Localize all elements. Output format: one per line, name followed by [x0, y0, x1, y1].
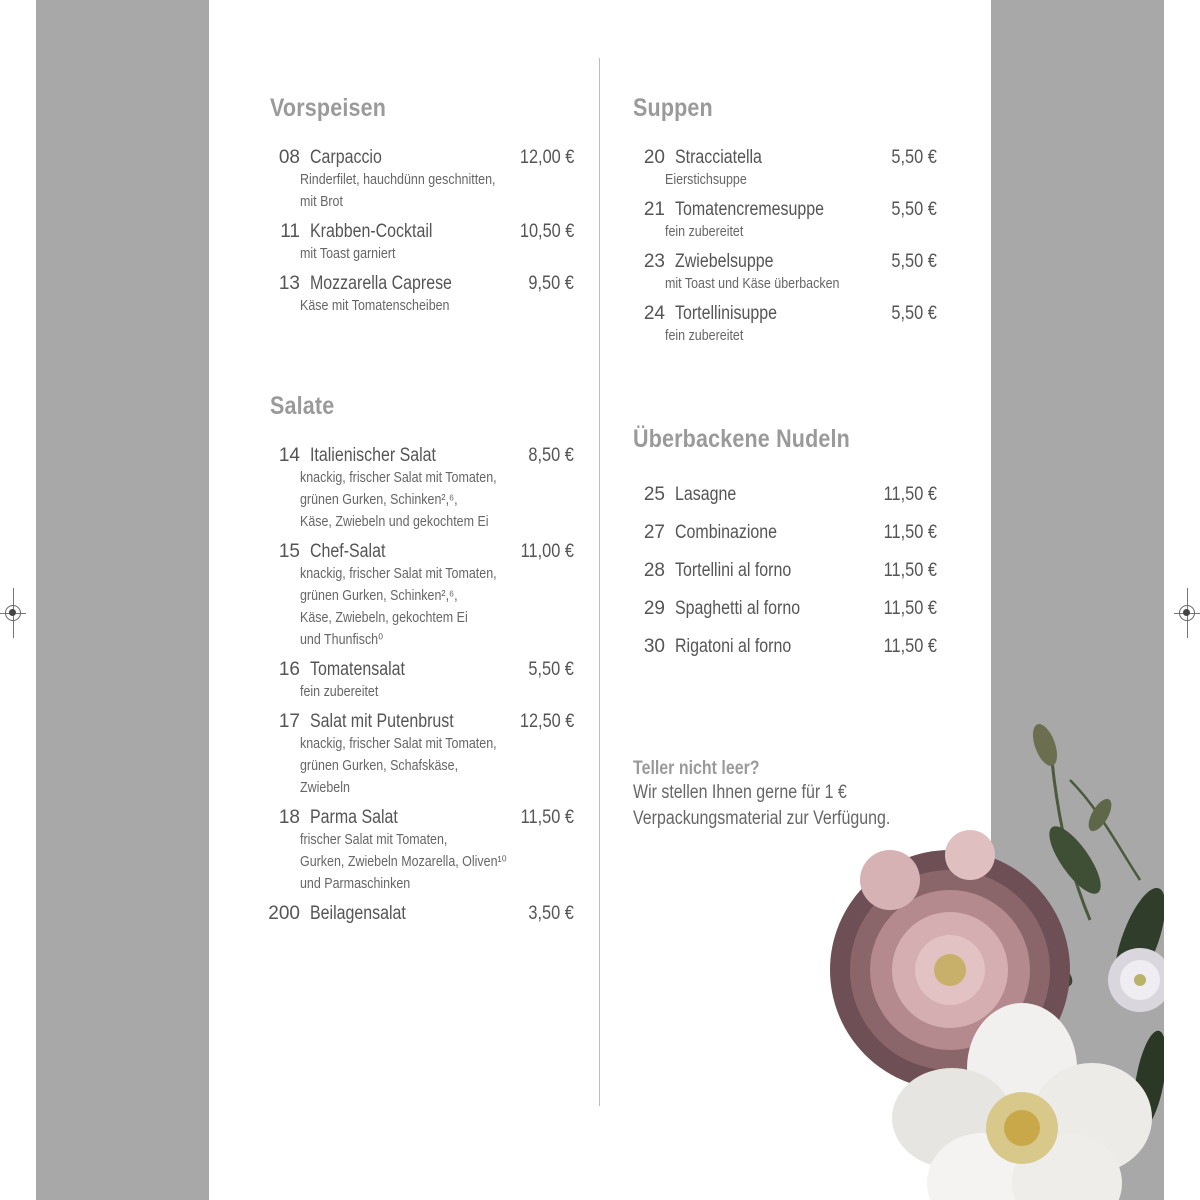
item-name: Tomatencremesuppe [675, 199, 825, 220]
menu-item-row [262, 711, 574, 733]
menu-item-italienischer-salat [262, 445, 574, 533]
item-name: Carpaccio [310, 147, 382, 168]
left-gray-band [36, 0, 209, 1200]
menu-item-row [262, 541, 574, 563]
item-price: 11,00 € [520, 541, 574, 562]
item-description [300, 681, 524, 703]
section-title-vorspeisen: Vorspeisen [270, 94, 387, 122]
item-number: 15 [278, 541, 300, 562]
item-name: Tortellini al forno [675, 560, 792, 581]
item-number: 24 [643, 303, 665, 324]
item-name: Spaghetti al forno [675, 598, 801, 619]
item-price: 5,50 € [891, 303, 937, 324]
item-price: 11,50 € [883, 522, 937, 543]
item-number: 23 [643, 251, 665, 272]
item-description-line: grünen Gurken, Schinken²,⁶, [300, 588, 458, 604]
menu-item-row [627, 598, 937, 620]
item-name: Zwiebelsuppe [675, 251, 774, 272]
item-name: Parma Salat [310, 807, 398, 828]
menu-item-row [262, 221, 574, 243]
item-description [300, 563, 524, 651]
menu-item-rigatoni-al-forno [627, 636, 937, 658]
item-description [300, 733, 524, 799]
item-price: 11,50 € [883, 484, 937, 505]
menu-item-row [627, 303, 937, 325]
menu-item-spaghetti-al-forno [627, 598, 937, 620]
menu-item-carpaccio [262, 147, 574, 213]
item-price: 8,50 € [528, 445, 574, 466]
item-number: 18 [278, 807, 300, 828]
note-line-1: Wir stellen Ihnen gerne für 1 € [633, 782, 847, 803]
item-description-line: grünen Gurken, Schafskäse, [300, 758, 459, 774]
item-number: 08 [278, 147, 300, 168]
registration-mark-left-icon [5, 605, 21, 621]
item-description-line: frischer Salat mit Tomaten, [300, 832, 448, 848]
item-price: 10,50 € [519, 221, 574, 242]
item-name: Italienischer Salat [310, 445, 436, 466]
item-price: 11,50 € [883, 560, 937, 581]
item-price: 3,50 € [528, 903, 574, 924]
section-suppen [627, 94, 937, 355]
section-title-nudeln: Überbackene Nudeln [633, 425, 850, 453]
item-name: Tortellinisuppe [675, 303, 778, 324]
flower-illustration [800, 720, 1164, 1200]
item-description-line: Käse, Zwiebeln und gekochtem Ei [300, 514, 489, 530]
item-description-line: knackig, frischer Salat mit Tomaten, [300, 566, 497, 582]
item-description [665, 325, 889, 347]
item-number: 20 [643, 147, 665, 168]
item-description-line: Gurken, Zwiebeln Mozarella, Oliven¹⁰ [300, 854, 507, 870]
menu-item-tomatencremesuppe [627, 199, 937, 243]
item-price: 11,50 € [883, 598, 937, 619]
section-nudeln [627, 425, 937, 674]
section-vorspeisen [262, 94, 574, 325]
menu-item-row [262, 659, 574, 681]
item-description [300, 243, 524, 265]
item-description [300, 295, 524, 317]
item-number: 14 [278, 445, 300, 466]
menu-item-row [627, 560, 937, 582]
item-name: Beilagensalat [310, 903, 406, 924]
item-name: Chef-Salat [310, 541, 386, 562]
item-description-line: grünen Gurken, Schinken²,⁶, [300, 492, 458, 508]
item-price: 5,50 € [891, 199, 937, 220]
item-description [300, 829, 524, 895]
note-question: Teller nicht leer? [633, 758, 760, 779]
item-description-line: knackig, frischer Salat mit Tomaten, [300, 470, 497, 486]
item-description-line: Käse mit Tomatenscheiben [300, 298, 450, 314]
nudeln-list [627, 484, 937, 658]
menu-item-salat-mit-putenbrust [262, 711, 574, 799]
menu-item-zwiebelsuppe [627, 251, 937, 295]
item-number: 17 [278, 711, 300, 732]
menu-item-tomatensalat [262, 659, 574, 703]
item-name: Lasagne [675, 484, 737, 505]
item-price: 11,50 € [520, 807, 574, 828]
menu-item-row [262, 147, 574, 169]
item-price: 5,50 € [891, 251, 937, 272]
item-name: Stracciatella [675, 147, 762, 168]
menu-item-lasagne [627, 484, 937, 506]
menu-item-tortellini-al-forno [627, 560, 937, 582]
item-description-line: knackig, frischer Salat mit Tomaten, [300, 736, 497, 752]
item-description-line: Käse, Zwiebeln, gekochtem Ei [300, 610, 468, 626]
menu-item-row [262, 807, 574, 829]
menu-item-row [262, 273, 574, 295]
item-description [300, 467, 524, 533]
menu-item-tortellinisuppe [627, 303, 937, 347]
item-description-line: Eierstichsuppe [665, 172, 747, 188]
item-description [665, 221, 889, 243]
item-number: 28 [643, 560, 665, 581]
registration-mark-right-icon [1179, 605, 1195, 621]
vorspeisen-list [262, 147, 574, 317]
menu-item-row [627, 147, 937, 169]
suppen-list [627, 147, 937, 347]
item-description-line: mit Brot [300, 194, 343, 210]
item-description-line: fein zubereitet [665, 328, 744, 344]
item-number: 29 [643, 598, 665, 619]
menu-item-row [627, 484, 937, 506]
menu-item-beilagensalat [262, 903, 574, 925]
section-salate [262, 392, 574, 933]
item-number: 25 [643, 484, 665, 505]
item-price: 5,50 € [528, 659, 574, 680]
section-title-salate: Salate [270, 392, 335, 420]
item-price: 5,50 € [891, 147, 937, 168]
item-description-line: fein zubereitet [300, 684, 379, 700]
menu-item-row [627, 522, 937, 544]
column-divider [599, 58, 600, 1106]
note-line-2: Verpackungsmaterial zur Verfügung. [633, 808, 891, 829]
item-description-line: Rinderfilet, hauchdünn geschnitten, [300, 172, 496, 188]
item-number: 13 [278, 273, 300, 294]
item-price: 12,00 € [519, 147, 574, 168]
item-name: Rigatoni al forno [675, 636, 792, 657]
section-title-suppen: Suppen [633, 94, 713, 122]
menu-item-row [262, 445, 574, 467]
item-number: 27 [643, 522, 665, 543]
item-name: Mozzarella Caprese [310, 273, 452, 294]
menu-item-row [627, 251, 937, 273]
item-description-line: und Parmaschinken [300, 876, 411, 892]
item-name: Salat mit Putenbrust [310, 711, 454, 732]
item-name: Tomatensalat [310, 659, 405, 680]
item-price: 12,50 € [519, 711, 574, 732]
item-description-line: und Thunfisch⁰ [300, 632, 384, 648]
item-price: 11,50 € [883, 636, 937, 657]
menu-item-combinazione [627, 522, 937, 544]
item-name: Combinazione [675, 522, 778, 543]
item-description-line: mit Toast und Käse überbacken [665, 276, 840, 292]
item-number: 11 [280, 221, 300, 242]
menu-item-krabben-cocktail [262, 221, 574, 265]
item-number: 16 [278, 659, 300, 680]
item-description-line: mit Toast garniert [300, 246, 396, 262]
item-number: 200 [268, 903, 300, 924]
menu-item-row [627, 199, 937, 221]
item-description-line: Zwiebeln [300, 780, 350, 796]
item-number: 30 [643, 636, 665, 657]
item-description [665, 273, 889, 295]
item-name: Krabben-Cocktail [310, 221, 433, 242]
item-description [665, 169, 889, 191]
menu-item-stracciatella [627, 147, 937, 191]
item-description [300, 169, 524, 213]
salate-list [262, 445, 574, 925]
menu-item-row [627, 636, 937, 658]
item-number: 21 [643, 199, 665, 220]
item-price: 9,50 € [528, 273, 574, 294]
menu-item-mozzarella-caprese [262, 273, 574, 317]
menu-item-parma-salat [262, 807, 574, 895]
item-description-line: fein zubereitet [665, 224, 744, 240]
menu-item-row [262, 903, 574, 925]
menu-item-chef-salat [262, 541, 574, 651]
